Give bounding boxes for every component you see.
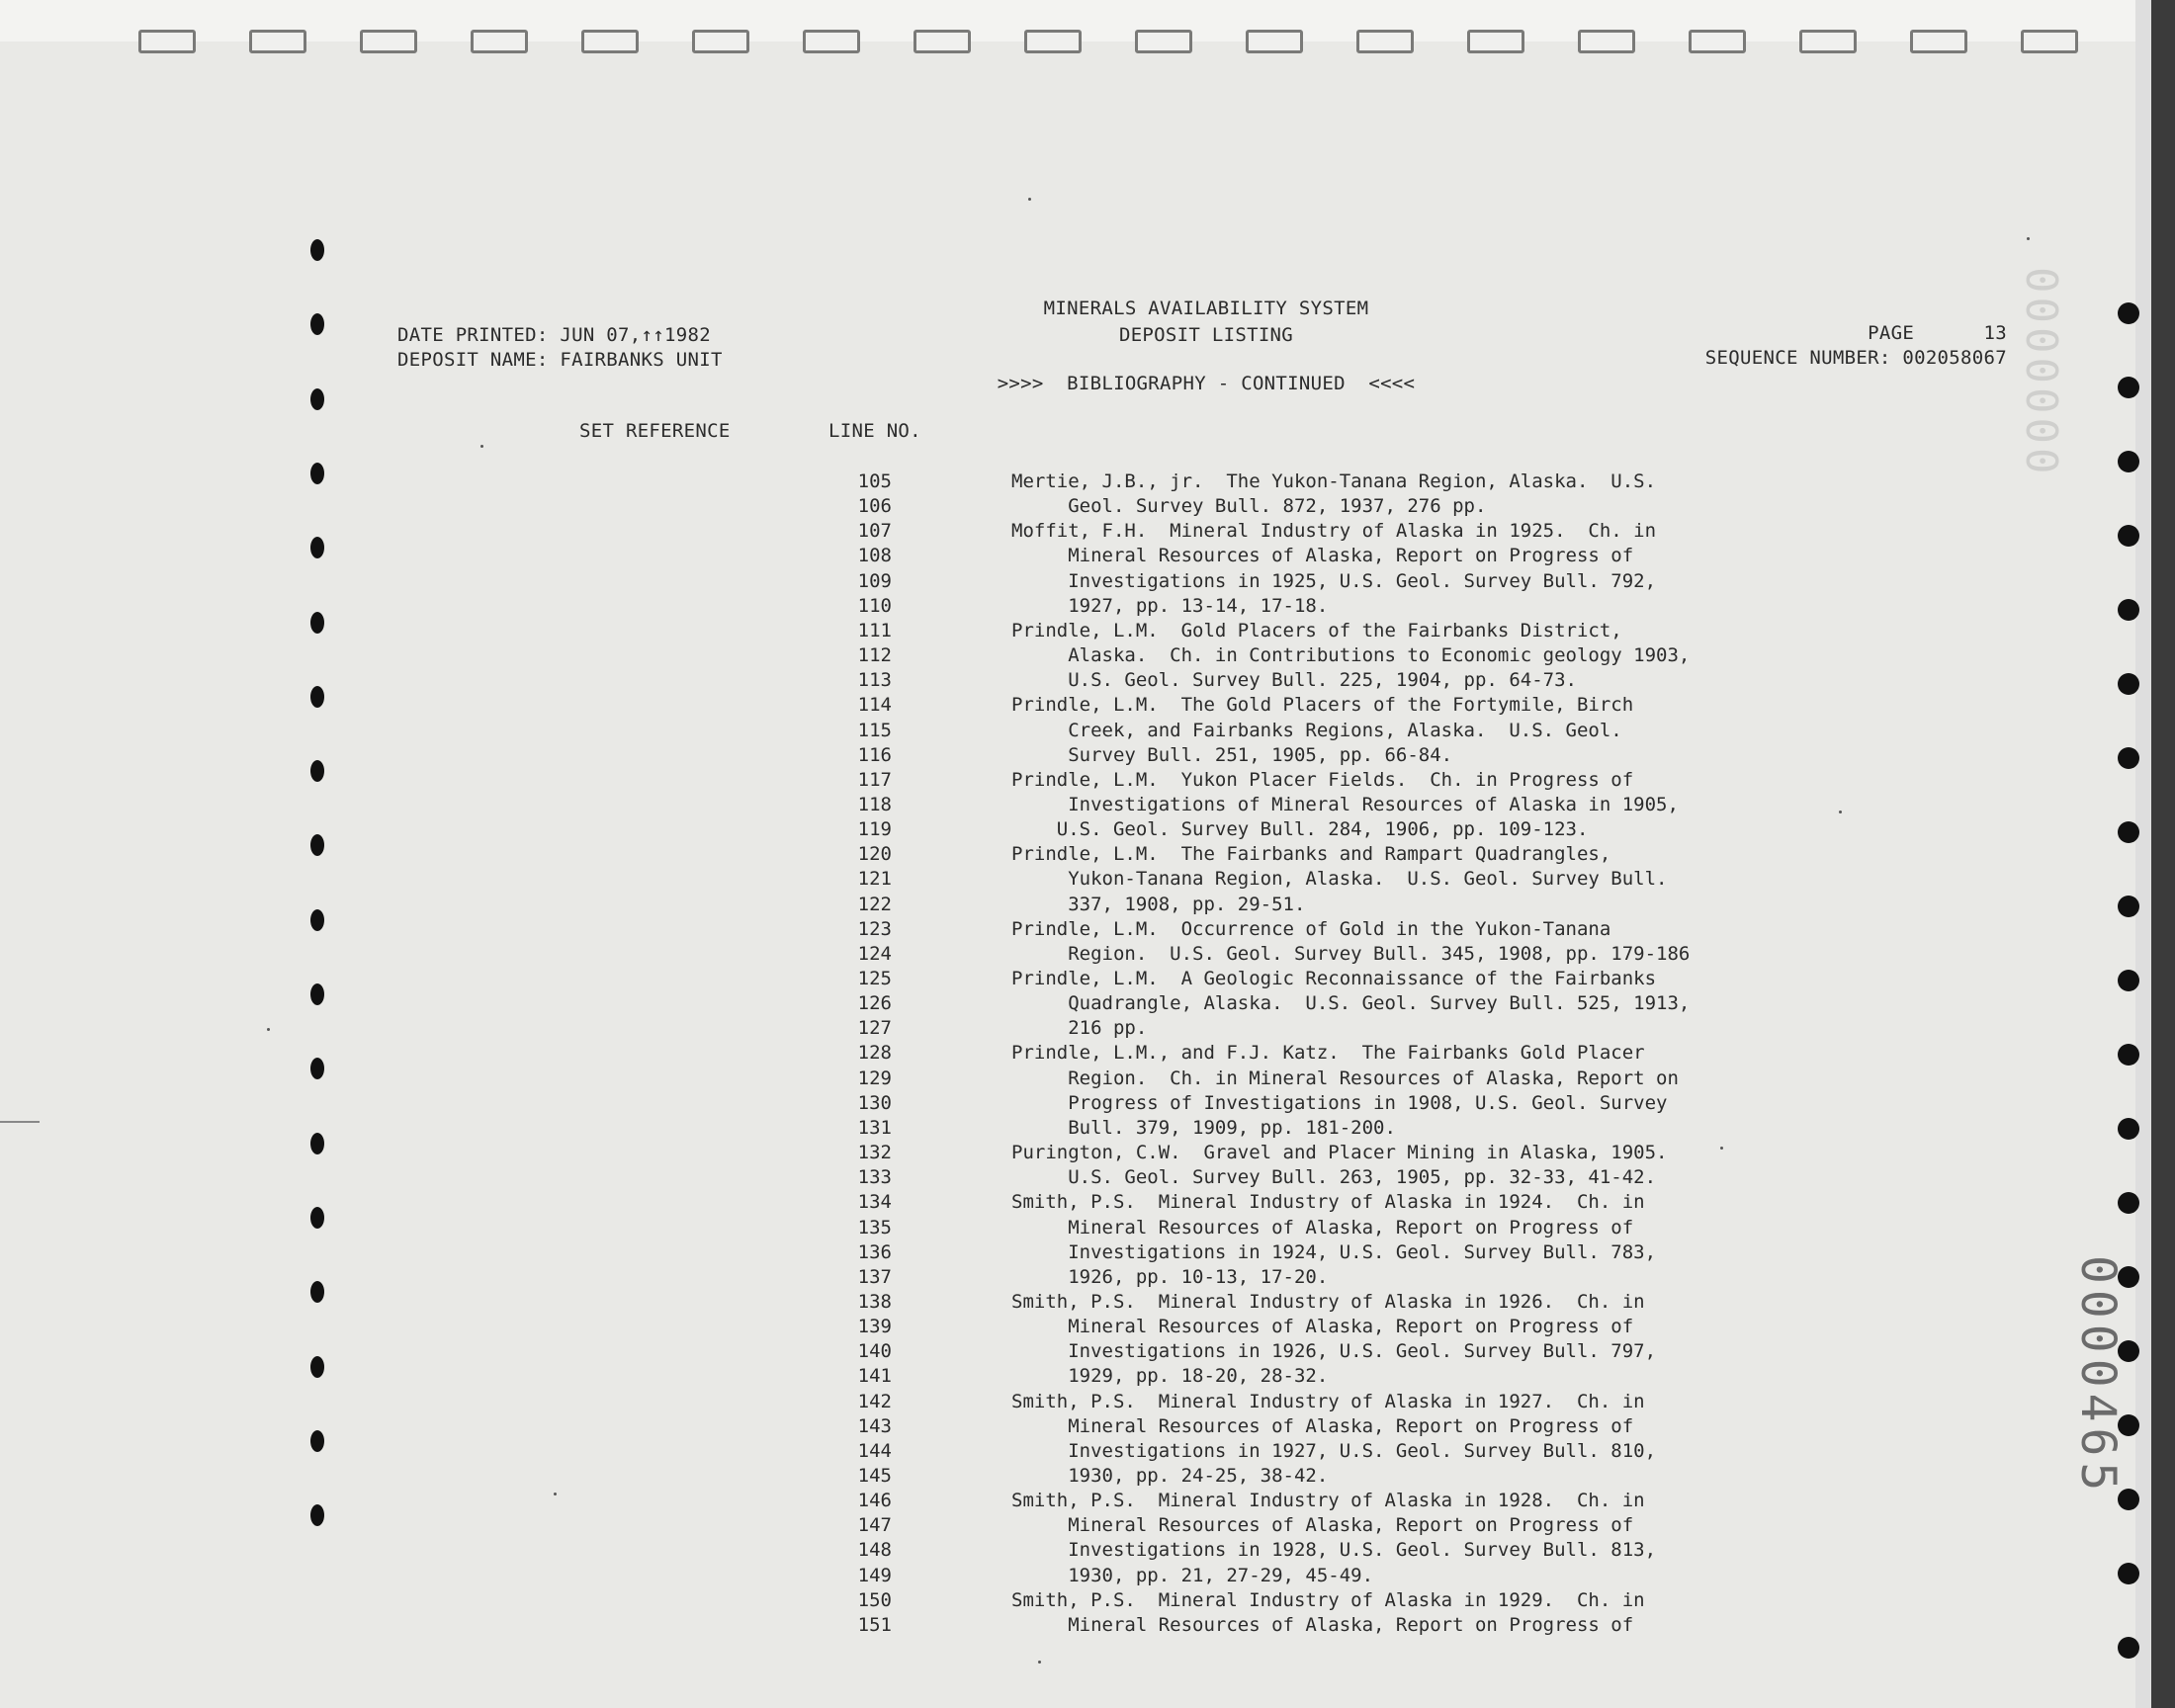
line-number: 140 <box>857 1340 892 1363</box>
line-number: 129 <box>857 1067 892 1089</box>
punch-hole-right <box>2118 747 2139 769</box>
reference-line: Investigations in 1927, U.S. Geol. Survey Bull. 810, <box>1011 1439 1657 1462</box>
line-number: 112 <box>857 644 892 667</box>
line-number: 148 <box>857 1539 892 1562</box>
reference-line: U.S. Geol. Survey Bull. 225, 1904, pp. 64-73. <box>1011 669 1577 692</box>
speck <box>1720 1147 1723 1150</box>
reference-line: U.S. Geol. Survey Bull. 263, 1905, pp. 32-33, 41-42. <box>1011 1166 1657 1189</box>
reference-line: 1927, pp. 13-14, 17-18. <box>1011 594 1329 617</box>
line-number: 128 <box>857 1042 892 1065</box>
reference-line: Mineral Resources of Alaska, Report on Progress of <box>1011 1514 1634 1537</box>
line-number: 144 <box>857 1439 892 1462</box>
reference-line: Progress of Investigations in 1908, U.S. Geol. Survey <box>1011 1091 1668 1114</box>
margin-stamp: 0000465 <box>2070 1255 2126 1497</box>
reference-line: 337, 1908, pp. 29-51. <box>1011 893 1306 915</box>
tractor-slot <box>1578 30 1635 53</box>
tractor-slot <box>914 30 971 53</box>
punch-hole-left <box>310 1207 324 1229</box>
line-number: 118 <box>857 793 892 815</box>
reference-line: Creek, and Fairbanks Regions, Alaska. U.S. Geol. <box>1011 719 1622 741</box>
reference-line: Quadrangle, Alaska. U.S. Geol. Survey Bull. 525, 1913, <box>1011 992 1691 1015</box>
reference-line: Investigations in 1924, U.S. Geol. Survey Bull. 783, <box>1011 1240 1657 1263</box>
left-tick-mark <box>0 1121 40 1123</box>
reference-line: Region. U.S. Geol. Survey Bull. 345, 1908, pp. 179-186 <box>1011 942 1691 965</box>
line-number: 136 <box>857 1240 892 1263</box>
line-number: 142 <box>857 1390 892 1412</box>
punch-hole-right <box>2118 1563 2139 1584</box>
punch-hole-left <box>310 1504 324 1526</box>
punch-hole-left <box>310 463 324 484</box>
line-number: 130 <box>857 1091 892 1114</box>
reference-line: Alaska. Ch. in Contributions to Economic geology 1903, <box>1011 644 1691 667</box>
line-number: 111 <box>857 619 892 641</box>
punch-hole-right <box>2118 970 2139 991</box>
line-number: 138 <box>857 1290 892 1313</box>
tractor-slot <box>2021 30 2078 53</box>
tractor-slot <box>1467 30 1524 53</box>
reference-line: Investigations in 1926, U.S. Geol. Survey Bull. 797, <box>1011 1340 1657 1363</box>
reference-line: 1926, pp. 10-13, 17-20. <box>1011 1265 1329 1288</box>
punch-hole-right <box>2118 896 2139 917</box>
line-number: 146 <box>857 1490 892 1512</box>
punch-hole-left <box>310 388 324 410</box>
line-number: 123 <box>857 917 892 940</box>
tractor-slot <box>1799 30 1857 53</box>
tractor-slot <box>1689 30 1746 53</box>
reference-line: Purington, C.W. Gravel and Placer Mining in Alaska, 1905. <box>1011 1142 1668 1164</box>
line-number: 145 <box>857 1465 892 1487</box>
line-number: 149 <box>857 1564 892 1586</box>
reference-line: Mineral Resources of Alaska, Report on Progress of <box>1011 1216 1634 1238</box>
punch-hole-right <box>2118 821 2139 843</box>
reference-line: 1929, pp. 18-20, 28-32. <box>1011 1365 1329 1388</box>
punch-hole-right <box>2118 1192 2139 1214</box>
reference-line: Prindle, L.M. Yukon Placer Fields. Ch. in Progress of <box>1011 768 1634 791</box>
punch-hole-right <box>2118 673 2139 695</box>
line-number: 135 <box>857 1216 892 1238</box>
reference-line: Prindle, L.M. Occurrence of Gold in the Yukon-Tanana <box>1011 917 1611 940</box>
tractor-slot <box>1024 30 1082 53</box>
line-no-header: LINE NO. <box>828 420 921 442</box>
reference-line: Investigations of Mineral Resources of Alaska in 1905, <box>1011 793 1679 815</box>
reference-line: Mineral Resources of Alaska, Report on Progress of <box>1011 1414 1634 1437</box>
line-number: 107 <box>857 520 892 543</box>
line-number: 125 <box>857 968 892 989</box>
reference-line: Smith, P.S. Mineral Industry of Alaska in 1926. Ch. in <box>1011 1290 1645 1313</box>
reference-line: Smith, P.S. Mineral Industry of Alaska in 1927. Ch. in <box>1011 1390 1645 1412</box>
punch-hole-left <box>310 983 324 1005</box>
line-number: 115 <box>857 719 892 741</box>
tractor-slot <box>249 30 306 53</box>
reference-line: Geol. Survey Bull. 872, 1937, 276 pp. <box>1011 495 1487 518</box>
reference-line: Prindle, L.M. Gold Placers of the Fairbanks District, <box>1011 619 1622 641</box>
reference-line: Bull. 379, 1909, pp. 181-200. <box>1011 1116 1396 1139</box>
date-printed: DATE PRINTED: JUN 07,↑↑1982 <box>397 324 711 346</box>
tractor-slot <box>1910 30 1967 53</box>
reference-line: Investigations in 1925, U.S. Geol. Survey Bull. 792, <box>1011 569 1657 592</box>
punch-hole-right <box>2118 451 2139 472</box>
page-edge-shadow <box>2135 0 2151 1708</box>
line-number: 114 <box>857 694 892 717</box>
page-number: PAGE 13 <box>1868 322 2007 344</box>
punch-hole-left <box>310 686 324 708</box>
line-number: 108 <box>857 545 892 567</box>
line-number: 126 <box>857 992 892 1015</box>
punch-hole-right <box>2118 302 2139 324</box>
reference-line: Mineral Resources of Alaska, Report on Progress of <box>1011 1316 1634 1338</box>
listing-title: DEPOSIT LISTING <box>1118 324 1294 346</box>
reference-line: Prindle, L.M. The Fairbanks and Rampart Quadrangles, <box>1011 843 1611 866</box>
speck <box>267 1028 270 1031</box>
faint-margin-stamp: 0000000 <box>2016 267 2066 478</box>
line-number: 119 <box>857 818 892 841</box>
reference-line: Smith, P.S. Mineral Industry of Alaska in 1924. Ch. in <box>1011 1191 1645 1214</box>
line-number: 106 <box>857 495 892 518</box>
punch-hole-left <box>310 239 324 261</box>
deposit-name: DEPOSIT NAME: FAIRBANKS UNIT <box>397 349 723 371</box>
punch-hole-left <box>310 612 324 634</box>
line-number: 120 <box>857 843 892 866</box>
speck <box>2027 237 2030 240</box>
line-number: 116 <box>857 743 892 766</box>
section-heading: >>>> BIBLIOGRAPHY - CONTINUED <<<< <box>997 373 1416 394</box>
line-number: 132 <box>857 1142 892 1164</box>
line-number: 139 <box>857 1316 892 1338</box>
line-number: 133 <box>857 1166 892 1189</box>
tractor-slot <box>581 30 639 53</box>
line-number: 134 <box>857 1191 892 1214</box>
reference-line: Mertie, J.B., jr. The Yukon-Tanana Region, Alaska. U.S. <box>1011 470 1657 492</box>
speck <box>554 1493 557 1495</box>
line-number: 122 <box>857 893 892 915</box>
punch-hole-right <box>2118 599 2139 621</box>
line-number: 124 <box>857 942 892 965</box>
reference-line: Moffit, F.H. Mineral Industry of Alaska in 1925. Ch. in <box>1011 520 1657 543</box>
set-reference-header: SET REFERENCE <box>579 420 731 442</box>
line-number: 137 <box>857 1265 892 1288</box>
reference-line: Prindle, L.M. The Gold Placers of the Fortymile, Birch <box>1011 694 1634 717</box>
tractor-slot <box>692 30 749 53</box>
reference-line: Prindle, L.M., and F.J. Katz. The Fairbanks Gold Placer <box>1011 1042 1645 1065</box>
line-number: 127 <box>857 1017 892 1040</box>
punch-hole-left <box>310 1356 324 1378</box>
line-number: 150 <box>857 1588 892 1611</box>
punch-hole-left <box>310 760 324 782</box>
line-number: 141 <box>857 1365 892 1388</box>
tractor-slot <box>360 30 417 53</box>
speck <box>480 445 483 448</box>
line-number: 109 <box>857 569 892 592</box>
punch-hole-right <box>2118 377 2139 398</box>
tractor-slot <box>1356 30 1414 53</box>
reference-line: U.S. Geol. Survey Bull. 284, 1906, pp. 109-123. <box>1011 818 1589 841</box>
reference-line: 1930, pp. 21, 27-29, 45-49. <box>1011 1564 1374 1586</box>
tractor-slot <box>138 30 196 53</box>
speck <box>1028 198 1031 201</box>
punch-hole-right <box>2118 525 2139 547</box>
page-edge <box>2151 0 2175 1708</box>
reference-line: Mineral Resources of Alaska, Report on Progress of <box>1011 545 1634 567</box>
tractor-slot <box>1135 30 1192 53</box>
reference-line: Smith, P.S. Mineral Industry of Alaska in 1928. Ch. in <box>1011 1490 1645 1512</box>
reference-line: Investigations in 1928, U.S. Geol. Survey Bull. 813, <box>1011 1539 1657 1562</box>
line-number: 110 <box>857 594 892 617</box>
punch-hole-left <box>310 1430 324 1452</box>
line-number: 121 <box>857 868 892 891</box>
reference-line: Prindle, L.M. A Geologic Reconnaissance of the Fairbanks <box>1011 968 1657 989</box>
tractor-slot <box>1246 30 1303 53</box>
system-title: MINERALS AVAILABILITY SYSTEM <box>1043 298 1369 319</box>
reference-line: Region. Ch. in Mineral Resources of Alaska, Report on <box>1011 1067 1679 1089</box>
line-number: 151 <box>857 1613 892 1636</box>
speck <box>1839 811 1842 813</box>
sequence-number: SEQUENCE NUMBER: 002058067 <box>1704 347 2007 369</box>
reference-line: Survey Bull. 251, 1905, pp. 66-84. <box>1011 743 1453 766</box>
punch-hole-right <box>2118 1044 2139 1066</box>
punch-hole-left <box>310 1133 324 1154</box>
reference-line: Smith, P.S. Mineral Industry of Alaska in 1929. Ch. in <box>1011 1588 1645 1611</box>
punch-hole-left <box>310 909 324 931</box>
reference-line: 216 pp. <box>1011 1017 1148 1040</box>
reference-line: 1930, pp. 24-25, 38-42. <box>1011 1465 1329 1487</box>
line-number: 131 <box>857 1116 892 1139</box>
tractor-slot <box>803 30 860 53</box>
punch-hole-right <box>2118 1118 2139 1140</box>
punch-hole-right <box>2118 1637 2139 1659</box>
tractor-slot <box>471 30 528 53</box>
line-number: 105 <box>857 470 892 492</box>
reference-line: Mineral Resources of Alaska, Report on Progress of <box>1011 1613 1634 1636</box>
line-number: 147 <box>857 1514 892 1537</box>
line-number: 113 <box>857 669 892 692</box>
line-number: 143 <box>857 1414 892 1437</box>
reference-line: Yukon-Tanana Region, Alaska. U.S. Geol. Survey Bull. <box>1011 868 1668 891</box>
line-number: 117 <box>857 768 892 791</box>
speck <box>1038 1661 1041 1664</box>
